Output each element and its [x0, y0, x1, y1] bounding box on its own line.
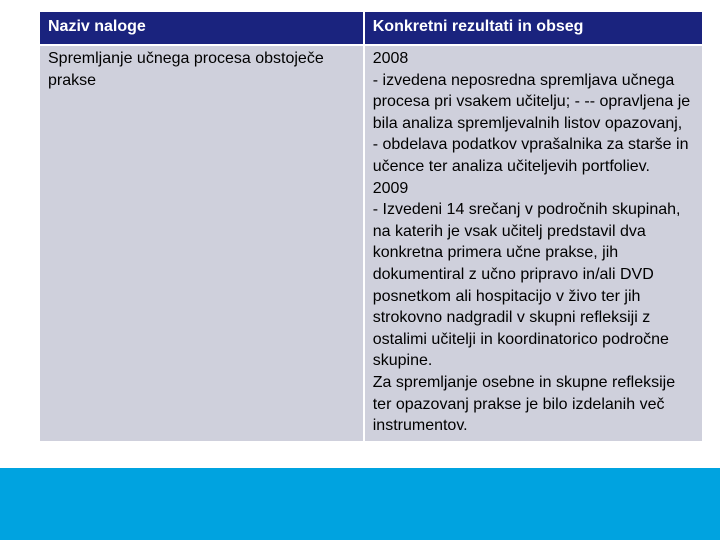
results-line: - Izvedeni 14 srečanj v področnih skupinah, na katerih je vsak učitelj predstavil dva konkretna primera učne prakse, jih dokumentiral z učno pripravo in/ali DVD posnetkom ali hospitacijo v živo ter jih strokovno nadgradil v skupni refleksiji z ostalimi učitelji in koordinatorico področne skupine.	[372, 201, 681, 370]
results-line: - obdelava podatkov vprašalnika za starše in učence ter analiza učiteljevih portfoliev.	[372, 136, 689, 175]
table-header-row	[39, 11, 703, 45]
results-line: 2008	[372, 50, 409, 67]
results-table	[38, 10, 704, 443]
table-row	[39, 45, 703, 442]
cell-results	[364, 45, 703, 442]
cell-task-name: Spremljanje učnega procesa obstoječe prakse	[39, 45, 364, 442]
bottom-accent-band	[0, 468, 720, 540]
results-line: Za spremljanje osebne in skupne refleksije ter opazovanj prakse je bilo izdelanih več instrumentov.	[372, 373, 676, 435]
results-line: 2009	[372, 179, 409, 197]
header-task-name: Naziv naloge	[39, 11, 364, 45]
results-line: - izvedena neposredna spremljava učnega procesa pri vsakem učitelju; - -- opravljena je bila analiza spremljevalnih listov opazovanj,	[372, 71, 691, 132]
header-results: Konkretni rezultati in obseg	[364, 11, 703, 45]
